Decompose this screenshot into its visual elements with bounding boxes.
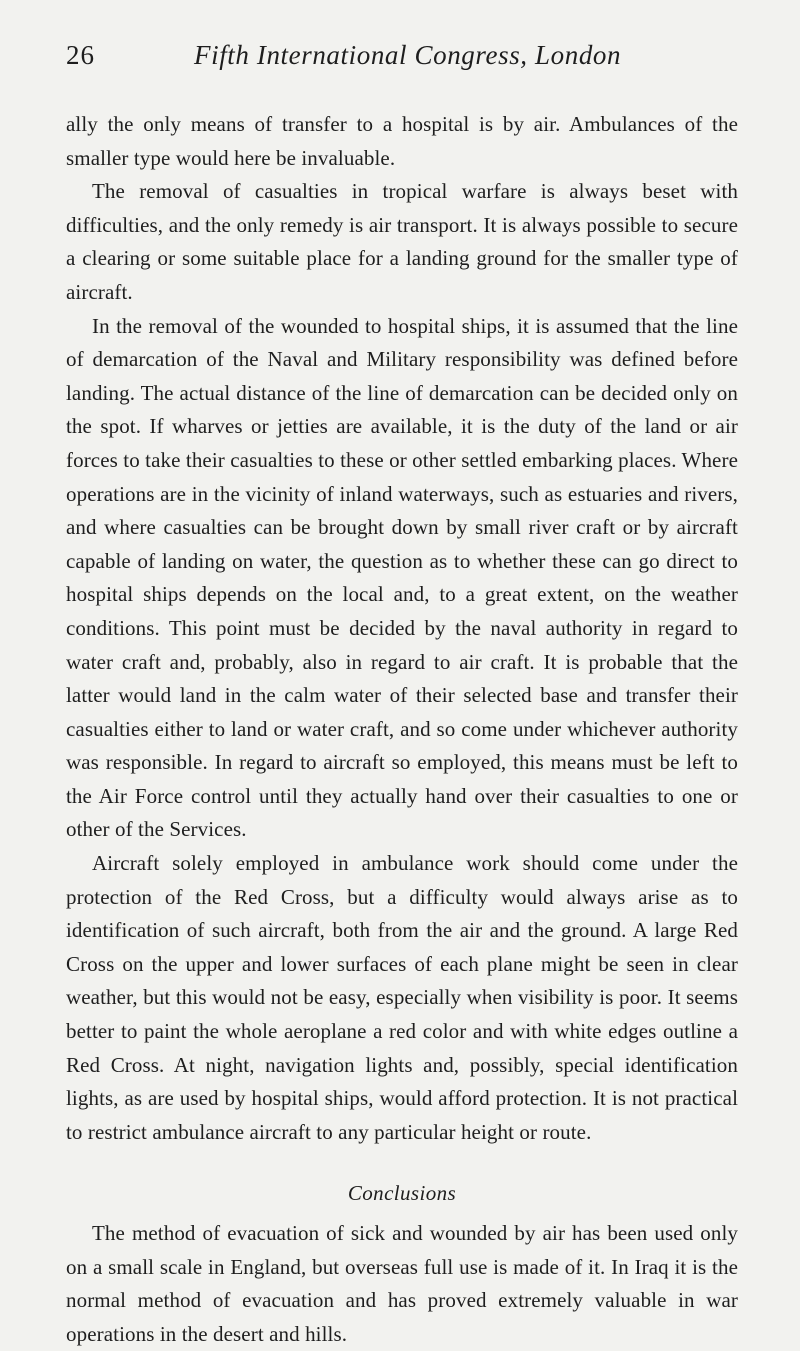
running-head: [66, 40, 738, 84]
page-number: 26: [66, 40, 95, 70]
body-text: [66, 108, 738, 1351]
running-title: Fifth International Congress, London: [194, 40, 622, 70]
section-heading: Conclusions: [347, 1181, 457, 1206]
paragraph: ally the only means of transfer to a hospital is by air. Ambulances of the smaller type would here be invaluable.: [66, 112, 738, 170]
paragraph: Aircraft solely employed in ambulance work should come under the protection of the Red Cross, but a difficulty would always arise as to identification of such aircraft, both from the air and the ground. A large Red Cross on the upper and lower surfaces of each plane might be seen in clear weather, but this would not be easy, especially when visibility is poor. It seems better to paint the whole aeroplane a red color and with white edges outline a Red Cross. At night, navigation lights and, possibly, special identification lights, as are used by hospital ships, would afford protection. It is not practical to restrict ambulance aircraft to any particular height or route.: [66, 851, 738, 1144]
paragraph: The removal of casualties in tropical warfare is always beset with difficulties, and the only remedy is air transport. It is always possible to secure a clearing or some suitable place for a landing ground for the smaller type of aircraft.: [66, 179, 738, 304]
book-page: [66, 40, 738, 1351]
paragraph: In the removal of the wounded to hospital ships, it is assumed that the line of demarcation of the Naval and Military responsibility was defined before landing. The actual distance of the line of demarcation can be decided only on the spot. If wharves or jetties are available, it is the duty of the land or air forces to take their casualties to these or other settled embarking places. Where operations are in the vicinity of inland waterways, such as estuaries and rivers, and where casualties can be brought down by small river craft or by aircraft capable of landing on water, the question as to whether these can go direct to hospital ships depends on the local and, to a great extent, on the weather conditions. This point must be decided by the naval authority in regard to water craft and, probably, also in regard to air craft. It is probable that the latter would land in the calm water of their selected base and transfer their casualties either to land or water craft, and so come under whichever authority was responsible. In regard to aircraft so employed, this means must be left to the Air Force control until they actually hand over their casualties to one or other of the Services.: [66, 313, 738, 842]
paragraph: The method of evacuation of sick and wounded by air has been used only on a small scale in England, but overseas full use is made of it. In Iraq it is the normal method of evacuation and has proved extremely valuable in war operations in the desert and hills.: [66, 1221, 738, 1346]
